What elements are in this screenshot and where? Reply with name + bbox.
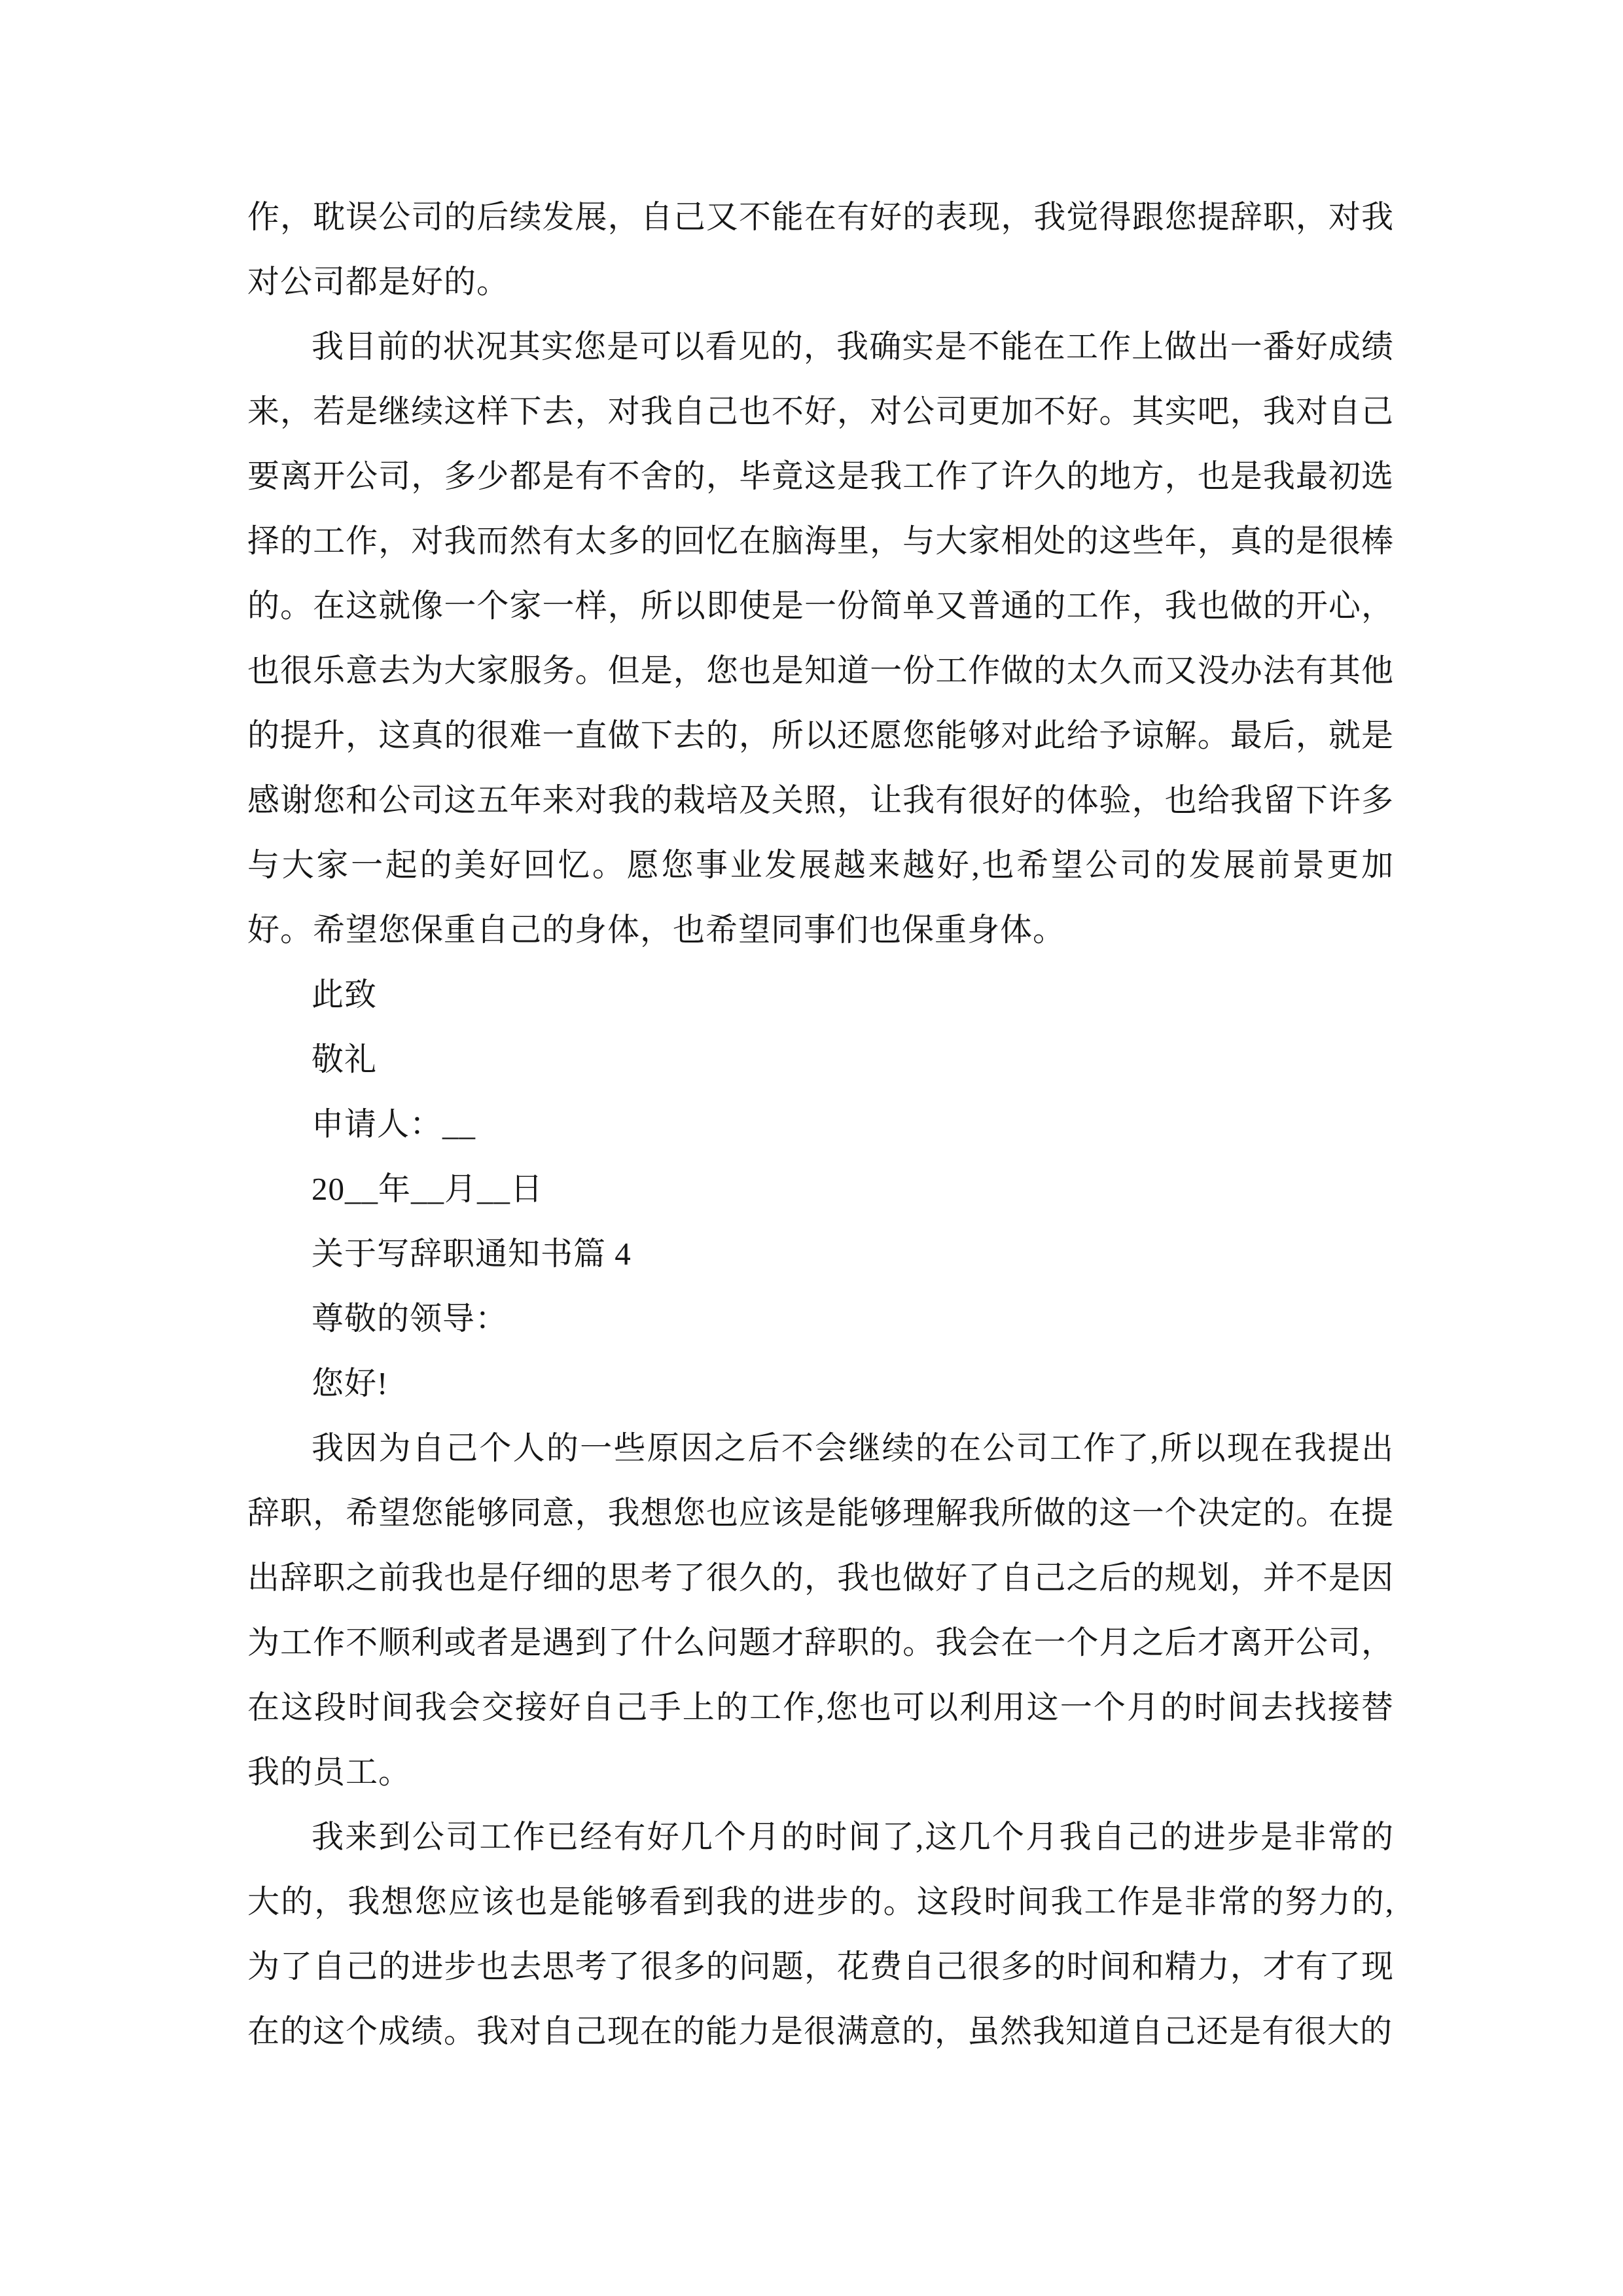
- paragraph: 申请人：__: [312, 1106, 476, 1142]
- paragraph: 尊敬的领导：: [312, 1300, 508, 1336]
- paragraph: 关于写辞职通知书篇 4: [312, 1236, 632, 1272]
- paragraph: 此致: [312, 977, 378, 1013]
- paragraph: 我目前的状况其实您是可以看见的，我确实是不能在工作上做出一番好成绩来，若是继续这样下去，对我自己也不好，对公司更加不好。其实吧，我对自己要离开公司，多少都是有不舍的，毕竟这是我工作了许久的地方，也是我最初选择的工作，对我而然有太多的回忆在脑海里，与大家相处的这些年，真的是很棒的。在这就像一个家一样，所以即使是一份简单又普通的工作，我也做的开心，也很乐意去为大家服务。但是，您也是知道一份工作做的太久而又没办法有其他的提升，这真的很难一直做下去的，所以还愿您能够对此给予谅解。最后，就是感谢您和公司这五年来对我的栽培及关照，让我有很好的体验，也给我留下许多与大家一起的美好回忆。愿您事业发展越来越好,也希望公司的发展前景更加好。希望您保重自己的身体，也希望同事们也保重身体。: [247, 329, 1394, 948]
- paragraph: 我来到公司工作已经有好几个月的时间了,这几个月我自己的进步是非常的大的，我想您应该也是能够看到我的进步的。这段时间我工作是非常的努力的,为了自己的进步也去思考了很多的问题，花费自己很多的时间和精力，才有了现在的这个成绩。我对自己现在的能力是很满意的，虽然我知道自己还是有很大的: [247, 1819, 1394, 2049]
- paragraph: 作，耽误公司的后续发展，自己又不能在有好的表现，我觉得跟您提辞职，对我对公司都是好的。: [247, 199, 1394, 300]
- paragraph: 您好!: [312, 1365, 389, 1401]
- document-body: [247, 185, 1394, 2064]
- paragraph: 敬礼: [312, 1041, 378, 1077]
- paragraph: 我因为自己个人的一些原因之后不会继续的在公司工作了,所以现在我提出辞职，希望您能够同意，我想您也应该是能够理解我所做的这一个决定的。在提出辞职之前我也是仔细的思考了很久的，我也做好了自己之后的规划，并不是因为工作不顺利或者是遇到了什么问题才辞职的。我会在一个月之后才离开公司，在这段时间我会交接好自己手上的工作,您也可以利用这一个月的时间去找接替我的员工。: [247, 1430, 1394, 1790]
- paragraph: 20__年__月__日: [312, 1171, 544, 1207]
